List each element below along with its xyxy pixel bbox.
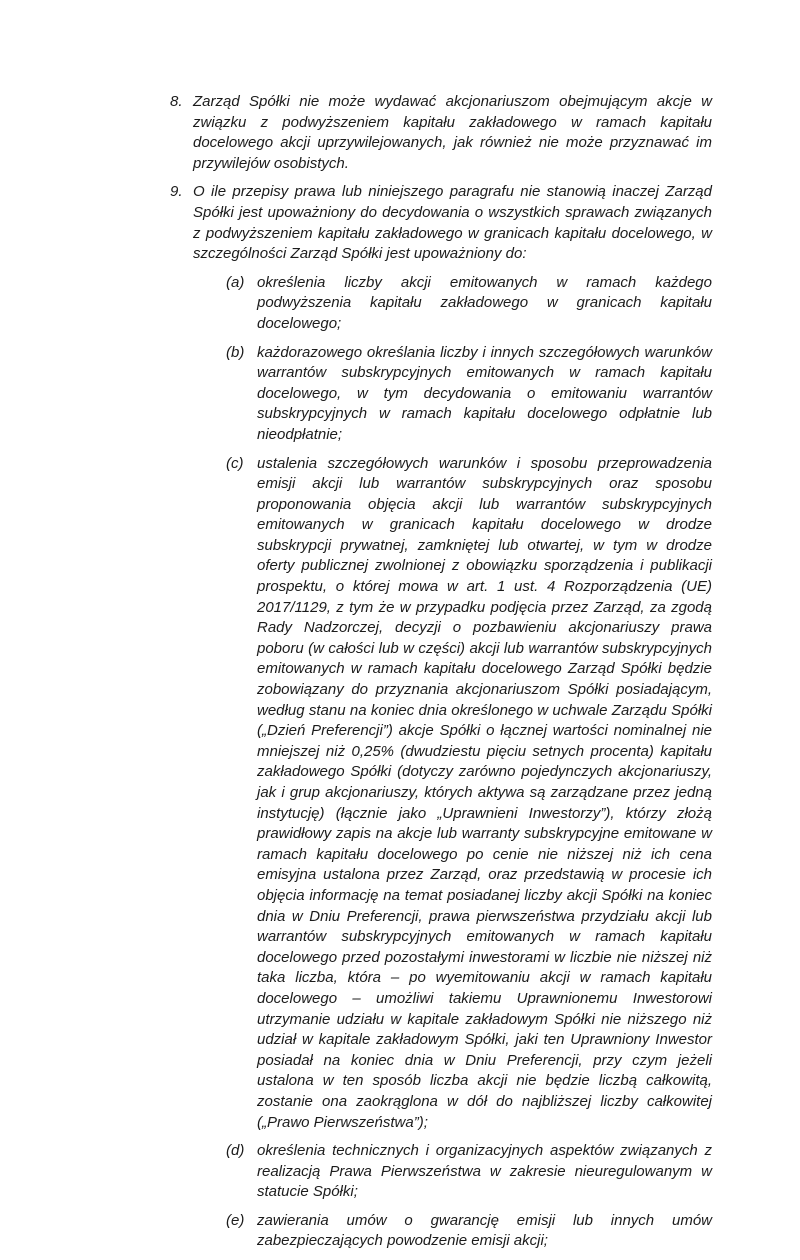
sub-item-label: (d) [226,1142,245,1160]
sub-item-e [226,1211,712,1252]
sub-item-a [226,273,712,335]
list-item-8 [170,92,712,174]
document-content [170,92,712,1260]
sub-item-label: (c) [226,454,244,472]
sub-item-text: określenia liczby akcji emitowanych w ramach każdego podwyższenia kapitału zakładowego w granicach kapitału docelowego; [257,273,712,332]
sub-item-label: (b) [226,343,245,361]
item-intro-text: O ile przepisy prawa lub niniejszego paragrafu nie stanowią inaczej Zarząd Spółki jest upoważniony do decydowania o wszystkich sprawach związanych z podwyższeniem kapitału zakładowego w granicach kapitału docelowego, w szczególności Zarząd Spółki jest upoważniony do: [193,183,712,263]
list-item-9 [170,182,712,1252]
sub-item-text: zawierania umów o gwarancję emisji lub innych umów zabezpieczających powodzenie emisji akcji; [257,1211,712,1250]
item-body [193,182,712,1252]
item-number: 9. [170,183,183,201]
sub-item-text: ustalenia szczegółowych warunków i sposobu przeprowadzenia emisji akcji lub warrantów subskrypcyjnych oraz sposobu proponowania objęcia akcji lub warrantów subskrypcyjnych emitowanych w granicach kapitału docelowego w drodze subskrypcji prywatnej, zamkniętej lub otwartej, w tym w drodze oferty publicznej zwolnionej z obowiązku sporządzenia i publikacji prospektu, o której mowa w art. 1 ust. 4 Rozporządzenia (UE) 2017/1129, z tym że w przypadku podjęcia przez Zarząd, za zgodą Rady Nadzorczej, decyzji o pozbawieniu akcjonariuszy prawa poboru (w całości lub w części) akcji lub warrantów subskrypcyjnych emitowanych w ramach kapitału docelowego Zarząd Spółki będzie zobowiązany do przyznania akcjonariuszom Spółki posiadającym, według stanu na koniec dnia określonego w uchwale Zarządu Spółki („Dzień Preferencji”) akcje Spółki o łącznej wartości nominalnej nie mniejszej niż 0,25% (dwudziestu pięciu setnych procenta) kapitału zakładowego Spółki (dotyczy zarówno pojedynczych akcjonariuszy, jak i grup akcjonariuszy, których aktywa są zarządzane przez jedną instytucję) (łącznie jako „Uprawnieni Inwestorzy”), którzy złożą prawidłowy zapis na akcje lub warranty subskrypcyjne emitowane w ramach kapitału docelowego po cenie nie niższej niż ich cena emisyjna ustalona przez Zarząd, oraz przedstawią w procesie ich objęcia informację na temat posiadanej liczby akcji Spółki na koniec dnia w Dniu Preferencji, prawa pierwszeństwa przydziału akcji lub warrantów subskrypcyjnych emitowanych w ramach kapitału docelowego przed pozostałymi inwestorami w liczbie nie niższej niż taka liczba, która – po wyemitowaniu akcji w ramach kapitału docelowego – umożliwi takiemu Uprawnionemu Inwestorowi utrzymanie udziału w kapitale zakładowym Spółki nie niższego niż udział w kapitale zakładowym Spółki, jaki ten Uprawniony Inwestor posiadał na koniec dnia w Dniu Preferencji, przy czym jeżeli ustalona w ten sposób liczba akcji nie będzie liczbą całkowitą, zostanie ona zaokrąglona w dół do najbliższej liczby całkowitej („Prawo Pierwszeństwa”); [257,454,712,1131]
sub-item-label: (e) [226,1211,245,1229]
sub-item-d [226,1141,712,1203]
sub-item-text: każdorazowego określania liczby i innych szczegółowych warunków warrantów subskrypcyjnych emitowanych w ramach kapitału docelowego, w tym decydowania o emitowaniu warrantów subskrypcyjnych w ramach kapitału docelowego odpłatnie lub nieodpłatnie; [257,343,712,443]
sub-item-c [226,454,712,1134]
sub-item-label: (a) [226,273,245,291]
sub-item-b [226,343,712,446]
item-number: 8. [170,93,183,110]
sub-item-text: określenia technicznych i organizacyjnych aspektów związanych z realizacją Prawa Pierwszeństwa w zakresie nieuregulowanym w statucie Spółki; [257,1142,712,1201]
item-text: Zarząd Spółki nie może wydawać akcjonariuszom obejmującym akcje w związku z podwyższeniem kapitału zakładowego w ramach kapitału docelowego akcji uprzywilejowanych, jak również nie może przyznawać im przywilejów osobistych. [193,93,712,172]
